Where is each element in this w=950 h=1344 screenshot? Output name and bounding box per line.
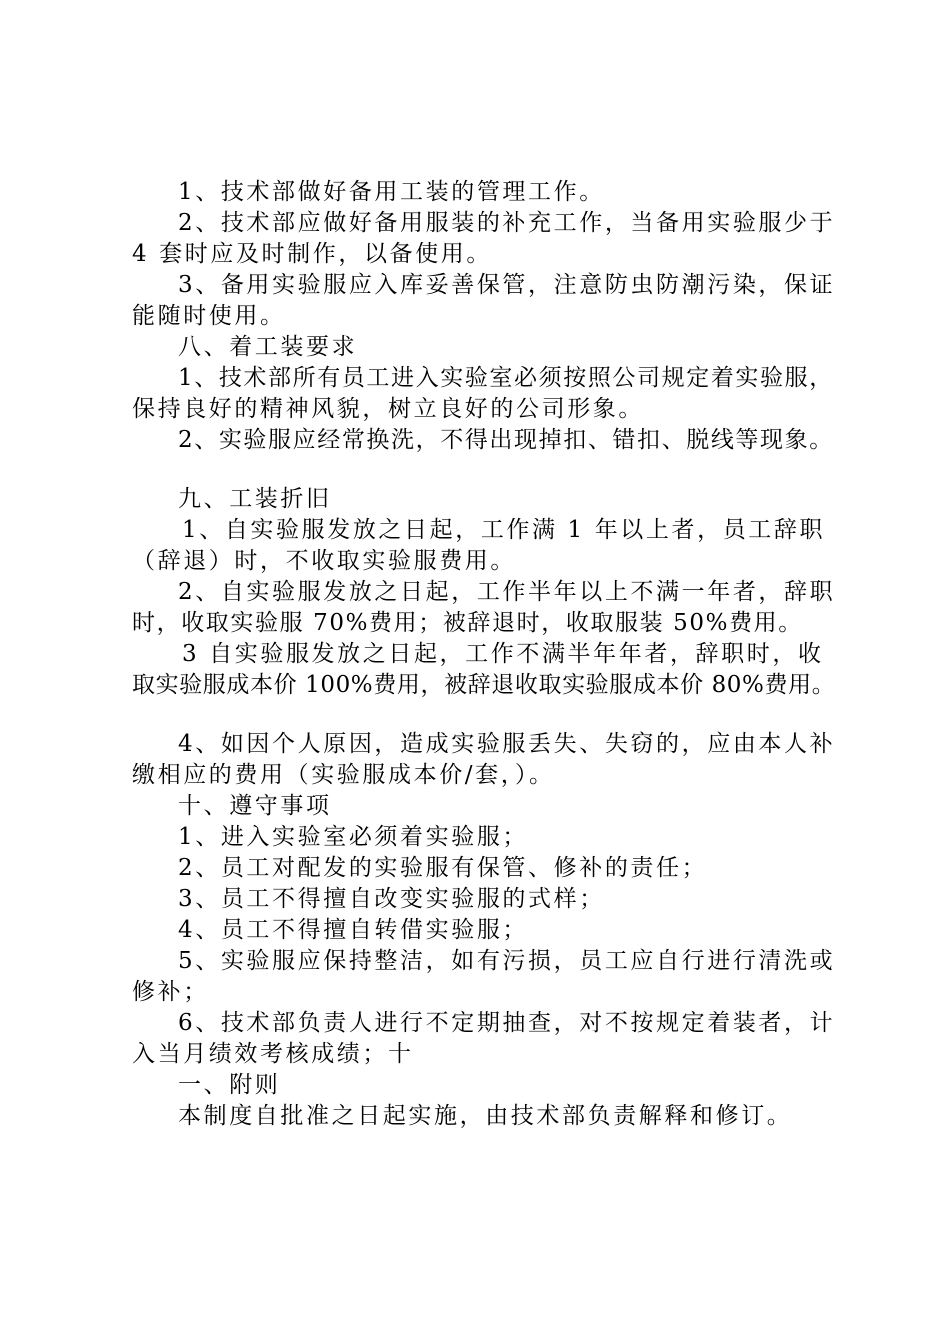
text-line-16: 取实验服成本价 100%费用，被辞退收取实验服成本价 80%费用。 bbox=[132, 672, 836, 698]
text-line-20: 1、进入实验室必须着实验服； bbox=[178, 824, 529, 850]
text-line-15: 3 自实验服发放之日起，工作不满半年年者，辞职时，收 bbox=[182, 641, 824, 667]
text-line-25: 修补； bbox=[132, 979, 209, 1005]
text-line-5: 能随时使用。 bbox=[132, 303, 286, 329]
text-line-23: 4、员工不得擅自转借实验服； bbox=[178, 917, 529, 943]
text-line-2: 2、技术部应做好备用服装的补充工作，当备用实验服少于 bbox=[178, 210, 836, 236]
text-line-22: 3、员工不得擅自改变实验服的式样； bbox=[178, 886, 605, 912]
section-heading-10: 十、遵守事项 bbox=[178, 793, 332, 819]
text-line-3: 4 套时应及时制作，以备使用。 bbox=[132, 241, 492, 267]
section-heading-8: 八、着工装要求 bbox=[178, 334, 358, 360]
text-line-11: 1、自实验服发放之日起，工作满 1 年以上者，员工辞职 bbox=[182, 517, 826, 543]
text-line-9: 2、实验服应经常换洗，不得出现掉扣、错扣、脱线等现象。 bbox=[178, 427, 834, 453]
text-line-1: 1、技术部做好备用工装的管理工作。 bbox=[178, 179, 605, 205]
text-line-18: 缴相应的费用（实验服成本价/套，）。 bbox=[132, 762, 555, 788]
text-line-17: 4、如因个人原因，造成实验服丢失、失窃的，应由本人补 bbox=[178, 731, 836, 757]
section-heading-9: 九、工装折旧 bbox=[178, 486, 332, 512]
text-line-21: 2、员工对配发的实验服有保管、修补的责任； bbox=[178, 855, 708, 881]
text-line-29: 本制度自批准之日起实施，由技术部负责解释和修订。 bbox=[178, 1103, 793, 1129]
text-line-26: 6、技术部负责人进行不定期抽查，对不按规定着装者，计 bbox=[178, 1010, 836, 1036]
text-line-27: 入当月绩效考核成绩；十 bbox=[132, 1041, 414, 1067]
text-line-8: 保持良好的精神风貌，树立良好的公司形象。 bbox=[132, 396, 644, 422]
text-line-12: （辞退）时，不收取实验服费用。 bbox=[132, 548, 516, 574]
text-line-14: 时，收取实验服 70%费用；被辞退时，收取服装 50%费用。 bbox=[132, 610, 803, 636]
text-line-4: 3、备用实验服应入库妥善保管，注意防虫防潮污染，保证 bbox=[178, 272, 836, 298]
text-line-13: 2、自实验服发放之日起，工作半年以上不满一年者，辞职 bbox=[178, 579, 836, 605]
section-heading-11: 一、附则 bbox=[178, 1072, 281, 1098]
text-line-7: 1、技术部所有员工进入实验室必须按照公司规定着实验服， bbox=[178, 365, 834, 391]
text-line-24: 5、实验服应保持整洁，如有污损，员工应自行进行清洗或 bbox=[178, 948, 836, 974]
